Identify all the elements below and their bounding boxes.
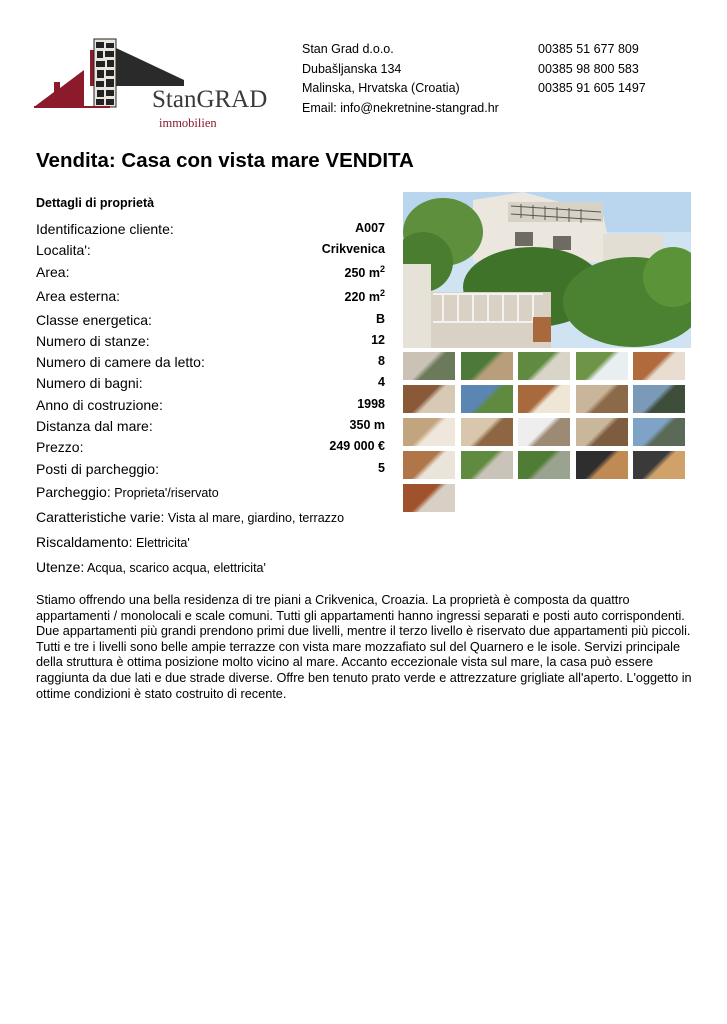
- detail-row: [36, 373, 385, 394]
- detail-row: [36, 219, 385, 240]
- detail-value: 5: [378, 460, 385, 475]
- detail-label: Area esterna:: [36, 287, 121, 304]
- thumb-bedroom-3[interactable]: [576, 418, 628, 446]
- detail-row: [36, 352, 385, 373]
- detail-label: Numero di camere da letto:: [36, 354, 205, 371]
- feature-value: Acqua, scarico acqua, elettricita': [84, 561, 266, 575]
- detail-row: [36, 262, 385, 286]
- detail-label: Anno di costruzione:: [36, 396, 163, 413]
- thumb-parking[interactable]: [403, 484, 455, 512]
- thumb-living[interactable]: [403, 418, 455, 446]
- thumb-sea-view[interactable]: [461, 385, 513, 413]
- feature-label: Parcheggio:: [36, 484, 111, 500]
- detail-row: [36, 416, 385, 437]
- listing-title: Vendita: Casa con vista mare VENDITA: [36, 149, 414, 172]
- detail-label: Prezzo:: [36, 439, 84, 456]
- detail-label: Area:: [36, 263, 70, 280]
- feature-label: Utenze:: [36, 559, 85, 575]
- detail-label: Distanza dal mare:: [36, 418, 153, 435]
- detail-value: 350 m: [349, 418, 385, 433]
- thumb-kitchen[interactable]: [633, 352, 685, 380]
- feature-value: Vista al mare, giardino, terrazzo: [164, 511, 345, 525]
- phone-number[interactable]: 00385 91 605 1497: [538, 81, 646, 95]
- detail-value: A007: [355, 221, 385, 235]
- detail-value: 250 $m^2$: [344, 263, 385, 280]
- detail-row: [36, 240, 385, 261]
- detail-label: Numero di bagni:: [36, 375, 143, 392]
- property-features: [36, 484, 396, 584]
- thumb-garden[interactable]: [461, 352, 513, 380]
- detail-value: 220 $m^2$: [344, 287, 385, 304]
- thumb-yard[interactable]: [518, 451, 570, 479]
- feature-row: [36, 534, 396, 559]
- company-phones: [538, 40, 646, 99]
- detail-value: 8: [378, 354, 385, 369]
- company-email[interactable]: Email: info@nekretnine-stangrad.hr: [302, 100, 499, 115]
- feature-row: [36, 484, 396, 509]
- feature-value: Elettricita': [132, 536, 190, 550]
- thumb-staircase[interactable]: [518, 418, 570, 446]
- property-description: Stiamo offrendo una bella residenza di tre piani a Crikvenica, Croazia. La proprietà è composta da quattro appartamenti / monolocali e scale comuni. Tutti gli appartamenti hanno ingressi separati e posti auto corrispondenti. Due appartamenti più grandi prendono primi due livelli, mentre il terzo livello è riservato due appartamenti più piccoli. Tutti e tre i livelli sono belle ampie terrazze con vista mare mozzafiato sul del Quarnero e le isole. Servizi principale della struttura è ottima posizione molto vicino al mare. Accanto eccezionale vista sul mare, la casa può essere raggiunta da due lati e due strade diverse. Offre ben tenuto prato verde e attrezzature grigliate all'aperto. L'oggetto in ottime condizioni è stato costruito di recente.: [36, 593, 692, 701]
- property-details-table: [36, 219, 385, 480]
- company-logo: [34, 34, 268, 132]
- detail-value: 1998: [357, 396, 385, 411]
- detail-value: Crikvenica: [321, 242, 385, 257]
- thumb-terrace[interactable]: [403, 352, 455, 380]
- detail-value: B: [375, 311, 385, 326]
- thumb-stairs-garden[interactable]: [518, 352, 570, 380]
- phone-number[interactable]: 00385 51 677 809: [538, 42, 639, 56]
- thumb-floor[interactable]: [403, 451, 455, 479]
- detail-value: 249 000 €: [329, 439, 385, 454]
- detail-row: [36, 459, 385, 480]
- detail-label: Localita':: [36, 242, 91, 259]
- feature-value: Proprieta'/riservato: [110, 486, 219, 500]
- thumb-terrace-3[interactable]: [633, 451, 685, 479]
- logo-brand-name: StanGRAD: [152, 86, 268, 113]
- feature-label: Caratteristiche varie:: [36, 509, 165, 525]
- thumb-terrace-view[interactable]: [633, 418, 685, 446]
- main-property-photo[interactable]: [403, 192, 691, 348]
- thumb-room[interactable]: [576, 385, 628, 413]
- detail-row: [36, 437, 385, 458]
- thumb-plants[interactable]: [576, 352, 628, 380]
- thumb-bedroom[interactable]: [403, 385, 455, 413]
- company-name: Stan Grad d.o.o.: [302, 42, 394, 56]
- thumb-outdoor[interactable]: [461, 451, 513, 479]
- detail-row: [36, 395, 385, 416]
- detail-label: Classe energetica:: [36, 311, 152, 328]
- detail-value: 4: [378, 375, 385, 390]
- feature-label: Riscaldamento:: [36, 534, 133, 550]
- details-heading: Dettagli di proprietà: [36, 196, 155, 210]
- company-street: Dubašljanska 134: [302, 61, 402, 76]
- detail-value: 12: [371, 332, 385, 347]
- thumb-balcony[interactable]: [633, 385, 685, 413]
- feature-row: [36, 559, 396, 584]
- phone-number[interactable]: 00385 98 800 583: [538, 61, 639, 76]
- logo-subtitle: immobilien: [159, 116, 217, 130]
- detail-row: [36, 286, 385, 310]
- detail-label: Numero di stanze:: [36, 332, 150, 349]
- detail-label: Posti di parcheggio:: [36, 460, 159, 477]
- company-address: [302, 40, 499, 118]
- feature-row: [36, 509, 396, 534]
- thumb-kitchen-2[interactable]: [518, 385, 570, 413]
- thumb-terrace-2[interactable]: [576, 451, 628, 479]
- detail-label: Identificazione cliente:: [36, 221, 174, 237]
- detail-row: [36, 331, 385, 352]
- thumb-bedroom-2[interactable]: [461, 418, 513, 446]
- detail-row: [36, 310, 385, 331]
- company-city: Malinska, Hrvatska (Croatia): [302, 81, 460, 95]
